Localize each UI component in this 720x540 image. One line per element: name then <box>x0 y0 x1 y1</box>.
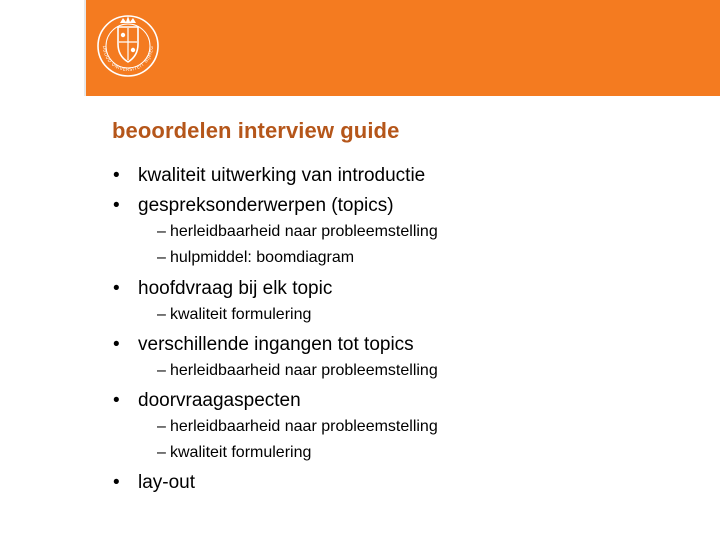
university-seal-icon <box>95 6 161 86</box>
sub-bullet-text: herleidbaarheid naar probleemstelling <box>170 223 438 240</box>
sub-bullet-text: hulpmiddel: boomdiagram <box>170 249 355 266</box>
list-item <box>113 278 332 300</box>
dash-icon: – <box>157 306 166 323</box>
bullet-text: lay-out <box>138 472 196 493</box>
sub-list-item <box>157 362 438 380</box>
seal-text: DBOUD UNIVERSITEIT NIJMEG <box>100 45 156 74</box>
bullet-icon: • <box>113 195 120 216</box>
sub-list-item <box>157 223 438 241</box>
sub-list-item <box>157 306 311 324</box>
list-item <box>113 390 301 412</box>
header-band <box>0 0 720 96</box>
bullet-text: doorvraagaspecten <box>138 390 301 411</box>
list-item <box>113 472 195 494</box>
dash-icon: – <box>157 223 166 240</box>
bullet-text: gespreksonderwerpen (topics) <box>138 195 394 216</box>
sub-bullet-text: herleidbaarheid naar probleemstelling <box>170 418 438 435</box>
list-item <box>113 165 425 187</box>
sub-bullet-text: kwaliteit formulering <box>170 306 312 323</box>
bullet-icon: • <box>113 278 120 299</box>
dash-icon: – <box>157 444 166 461</box>
dash-icon: – <box>157 418 166 435</box>
bullet-text: verschillende ingangen tot topics <box>138 334 414 355</box>
sub-list-item <box>157 444 311 462</box>
brand-banner <box>84 0 720 96</box>
sub-bullet-text: kwaliteit formulering <box>170 444 312 461</box>
sub-bullet-text: herleidbaarheid naar probleemstelling <box>170 362 438 379</box>
bullet-text: kwaliteit uitwerking van introductie <box>138 165 426 186</box>
dash-icon: – <box>157 249 166 266</box>
slide-title: beoordelen interview guide <box>112 118 400 143</box>
bullet-text: hoofdvraag bij elk topic <box>138 278 333 299</box>
bullet-icon: • <box>113 472 120 493</box>
bullet-icon: • <box>113 390 120 411</box>
dash-icon: – <box>157 362 166 379</box>
sub-list-item <box>157 249 354 267</box>
list-item <box>113 195 394 217</box>
bullet-icon: • <box>113 334 120 355</box>
bullet-icon: • <box>113 165 120 186</box>
list-item <box>113 334 414 356</box>
sub-list-item <box>157 418 438 436</box>
